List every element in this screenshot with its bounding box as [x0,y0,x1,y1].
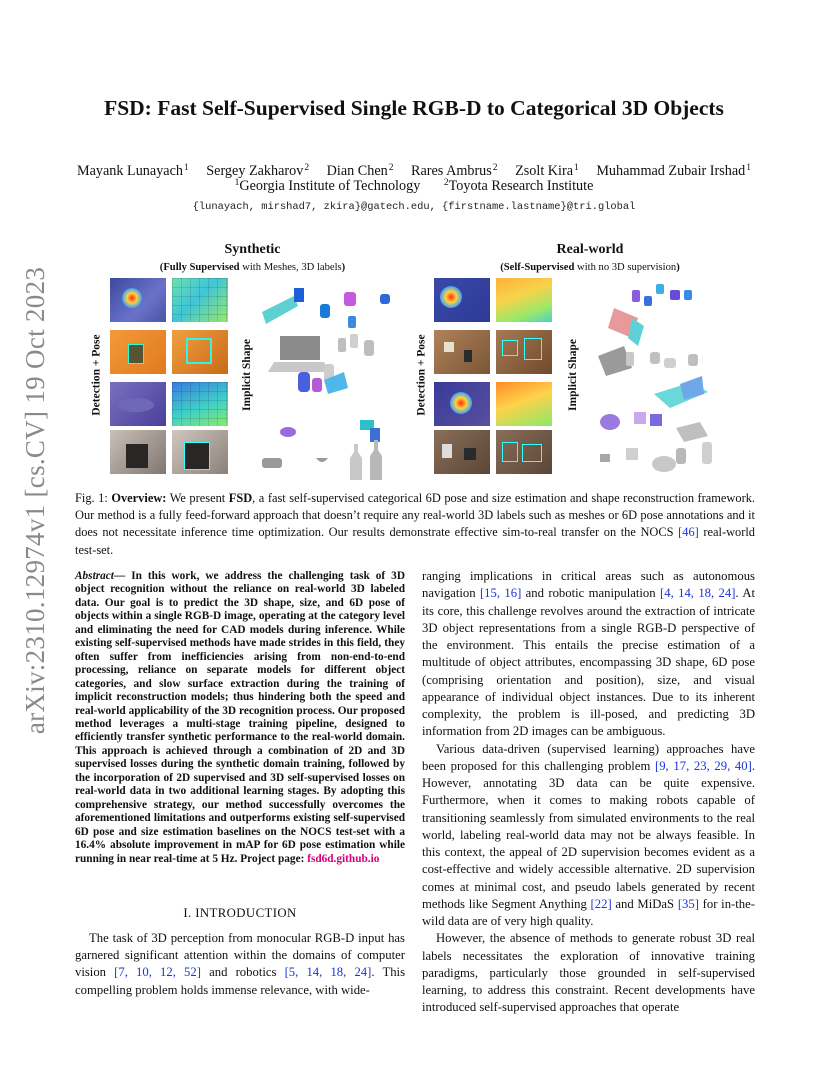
author-emails: {lunayach, mirshad7, zkira}@gatech.edu, {firstname.lastname}@tri.global [192,201,636,213]
figure-panel-subtitle-synthetic: (Fully Supervised with Meshes, 3D labels) [159,262,346,273]
project-page-link[interactable]: fsd6d.github.io [307,852,380,865]
mug-shape-icon [634,412,646,424]
bottle-shape-icon [348,316,356,328]
mug-shape-icon [664,358,676,368]
can-shape-icon [688,354,698,366]
bottle-shape-icon [350,444,362,480]
mug-shape-icon [626,448,638,460]
laptop-shape-icon [280,336,320,360]
label-detection-pose-real-world: Detection + Pose [416,334,428,416]
author: Zsolt Kira$^1$ [515,163,579,179]
bottle-shape-icon [632,290,640,302]
paper-title: FSD: Fast Self-Supervised Single RGB-D to Categorical 3D Objects [104,96,724,120]
can-shape-icon [320,304,330,318]
author: Dian Chen$^2$ [326,163,394,179]
affiliation: $^1$Georgia Institute of Technology [234,178,421,194]
synthetic-pose-image [172,330,228,374]
can-shape-icon [656,284,664,294]
bottle-shape-icon [370,440,382,480]
can-shape-icon [644,296,652,306]
paragraph: The task of 3D perception from monocular RGB-D input has garnered significant attention within the domains of computer vision [7, 10, 12, 52] and robotics [5, 14, 18, 24]. This compelling problem holds immense relevance, with wide- [75,931,406,997]
figure-panel-title-real-world: Real-world [556,242,624,257]
author: Rares Ambrus$^2$ [411,163,498,179]
bowl-shape-icon [316,458,328,462]
real-rgb-image [434,430,490,474]
mug-shape-icon [338,338,346,352]
camera-shape-icon [600,454,610,462]
mug-shape-icon [370,428,380,442]
real-pose-image [496,330,552,374]
section-heading-introduction: I. INTRODUCTION [183,906,297,920]
citation-link[interactable]: [7, 10, 12, 52] [114,965,201,980]
mug-shape-icon [670,290,680,300]
citation-link[interactable]: [15, 16] [479,586,522,601]
bottle-shape-icon [702,442,712,464]
affiliations [60,178,768,195]
citation-link[interactable]: [35] [677,896,699,911]
mug-shape-icon [364,340,374,356]
citation-link[interactable]: [9, 17, 23, 29, 40] [654,758,752,773]
laptop-screen-icon [680,376,704,400]
citation-link[interactable]: [5, 14, 18, 24] [284,965,372,980]
synthetic-rgb-image [110,430,166,474]
synthetic-shape-renders [258,272,408,482]
laptop-shape-icon [262,296,298,324]
citation-link[interactable]: [22] [590,896,612,911]
camera-shape-icon [262,458,282,468]
arxiv-stamp [16,266,56,734]
synthetic-rgb-image [110,278,166,322]
real-depth-image [496,278,552,322]
bowl-shape-icon [600,414,620,430]
abstract: Abstract— In this work, we address the challenging task of 3D object recognition without the reliance on real-world 3D labeled data. Our goal is to predict the 3D shape, size, and 6D pose of objects within a single RGB-D image, operating at the category level and eliminating the need for CAD models during inference. While existing self-supervised methods have made strides in this field, they often suffer from inefficiencies arising from non-end-to-end processing, reliance on separate models for different object categories, and slow surface extraction during the training of implicit reconstruction models; thus hindering both the speed and real-world applicability of the 3D recognition process. Our proposed method leverages a multi-stage training pipeline, designed to efficiently transfer synthetic performance to the real-world domain. This approach is achieved through a combination of 2D and 3D supervised losses during the synthetic domain training, followed by the incorporation of 2D supervised and 3D self-supervised losses on real-world data in two additional learning stages. By adopting this comprehensive strategy, our method successfully overcomes the aforementioned limitations and outperforms existing self-supervised 6D pose and size estimation baselines on the NOCS test-set with a 16.4% absolute improvement in mAP for 6D pose estimation while running in near real-time at 5 Hz. Project page: fsd6d.github.io [75,570,405,865]
mug-shape-icon [650,414,662,426]
citation-link[interactable]: [46] [678,525,699,540]
can-shape-icon [350,334,358,348]
bottle-shape-icon [298,372,310,392]
real-shape-renders [584,276,734,482]
synthetic-rgb-image [110,382,166,426]
synthetic-depth-image [172,382,228,426]
real-rgb-image [434,278,490,322]
real-depth-image [496,382,552,426]
paragraph: ranging implications in critical areas such as autonomous navigation [15, 16] and robotic manipulation [4, 14, 18, 24]. At its core, this challenge revolves around the extraction of intricate 3D object representations from a single RGB-D perspective of the environment. This entails the precise estimation of a multitude of object attributes, encompassing 3D shape, 6D pose (comprising orientation and position), size, and visual appearance of individual object instances. Due to its inherent complexity, the problem is ill-posed, and predicting 3D information from 2D images can be ambiguous. [422,569,756,739]
introduction-left-text [75,930,405,999]
synthetic-depth-image [172,278,228,322]
citation-link[interactable]: [4, 14, 18, 24] [660,586,736,601]
label-implicit-shape-real-world: Implicit Shape [567,339,580,411]
mug-shape-icon [650,352,660,364]
bottle-shape-icon [312,378,322,392]
figure-caption: Fig. 1: Overview: We present FSD, a fast self-supervised categorical 6D pose and size estimation and shape reconstruction framework. Our method is a fully feed-forward approach that doesn’t require any real-world 3D labels such as meshes or 6D pose annotations and it does not necessitate inference time optimization. Our results demonstrate effective sim-to-real transfer on the NOCS [46] real-world test-set. [75,491,755,557]
arxiv-stamp-text: arXiv:2310.12974v1 [cs.CV] 19 Oct 2023 [20,266,51,734]
bottle-shape-icon [676,448,686,464]
synthetic-rgb-image [110,330,166,374]
affiliation: $^2$Toyota Research Institute [443,178,594,194]
laptop-shape-icon [676,422,708,442]
laptop-screen-icon [294,288,304,302]
mug-shape-icon [344,292,356,306]
laptop-base-icon [268,362,330,372]
author: Sergey Zakharov$^2$ [206,163,310,179]
synthetic-pose-image [172,430,228,474]
figure-panel-title-synthetic: Synthetic [224,242,281,257]
paragraph: However, the absence of methods to generate robust 3D real labels necessitates the exploration of innovative training paradigms, particularly those grounded in self-supervised learning, to address this constraint. Recent developments have introduced self-supervised approaches that operate [422,931,755,1015]
real-rgb-image [434,382,490,426]
bottle-shape-icon [626,352,634,366]
mug-shape-icon [380,294,390,304]
can-shape-icon [684,290,692,300]
introduction-right-text [422,568,755,1017]
label-detection-pose-synthetic: Detection + Pose [91,334,103,416]
bowl-shape-icon [280,427,296,437]
figure-panel-subtitle-real-world: (Self-Supervised with no 3D supervision) [500,262,680,273]
author: Muhammad Zubair Irshad$^1$ [596,163,751,179]
paragraph: Various data-driven (supervised learning) approaches have been proposed for this challenging problem [9, 17, 23, 29, 40]. However, annotating 3D data can be quite expensive. Furthermore, when it comes to making robots capable of transitioning seamlessly from simulated environments to the real world, labeling real-world data may not be always feasible. In this context, the appeal of 2D supervision becomes evident as a cost-effective and widely accessible alternative. 2D supervision comes at minimal cost, and pseudo labels generated by recent methods like Segment Anything [22] and MiDaS [35] for in-the-wild data are of very high quality. [422,741,756,928]
author: Mayank Lunayach$^1$ [77,163,189,179]
bowl-shape-icon [652,456,676,472]
real-rgb-image [434,330,490,374]
real-pose-image [496,430,552,474]
label-implicit-shape-synthetic: Implicit Shape [241,339,254,411]
